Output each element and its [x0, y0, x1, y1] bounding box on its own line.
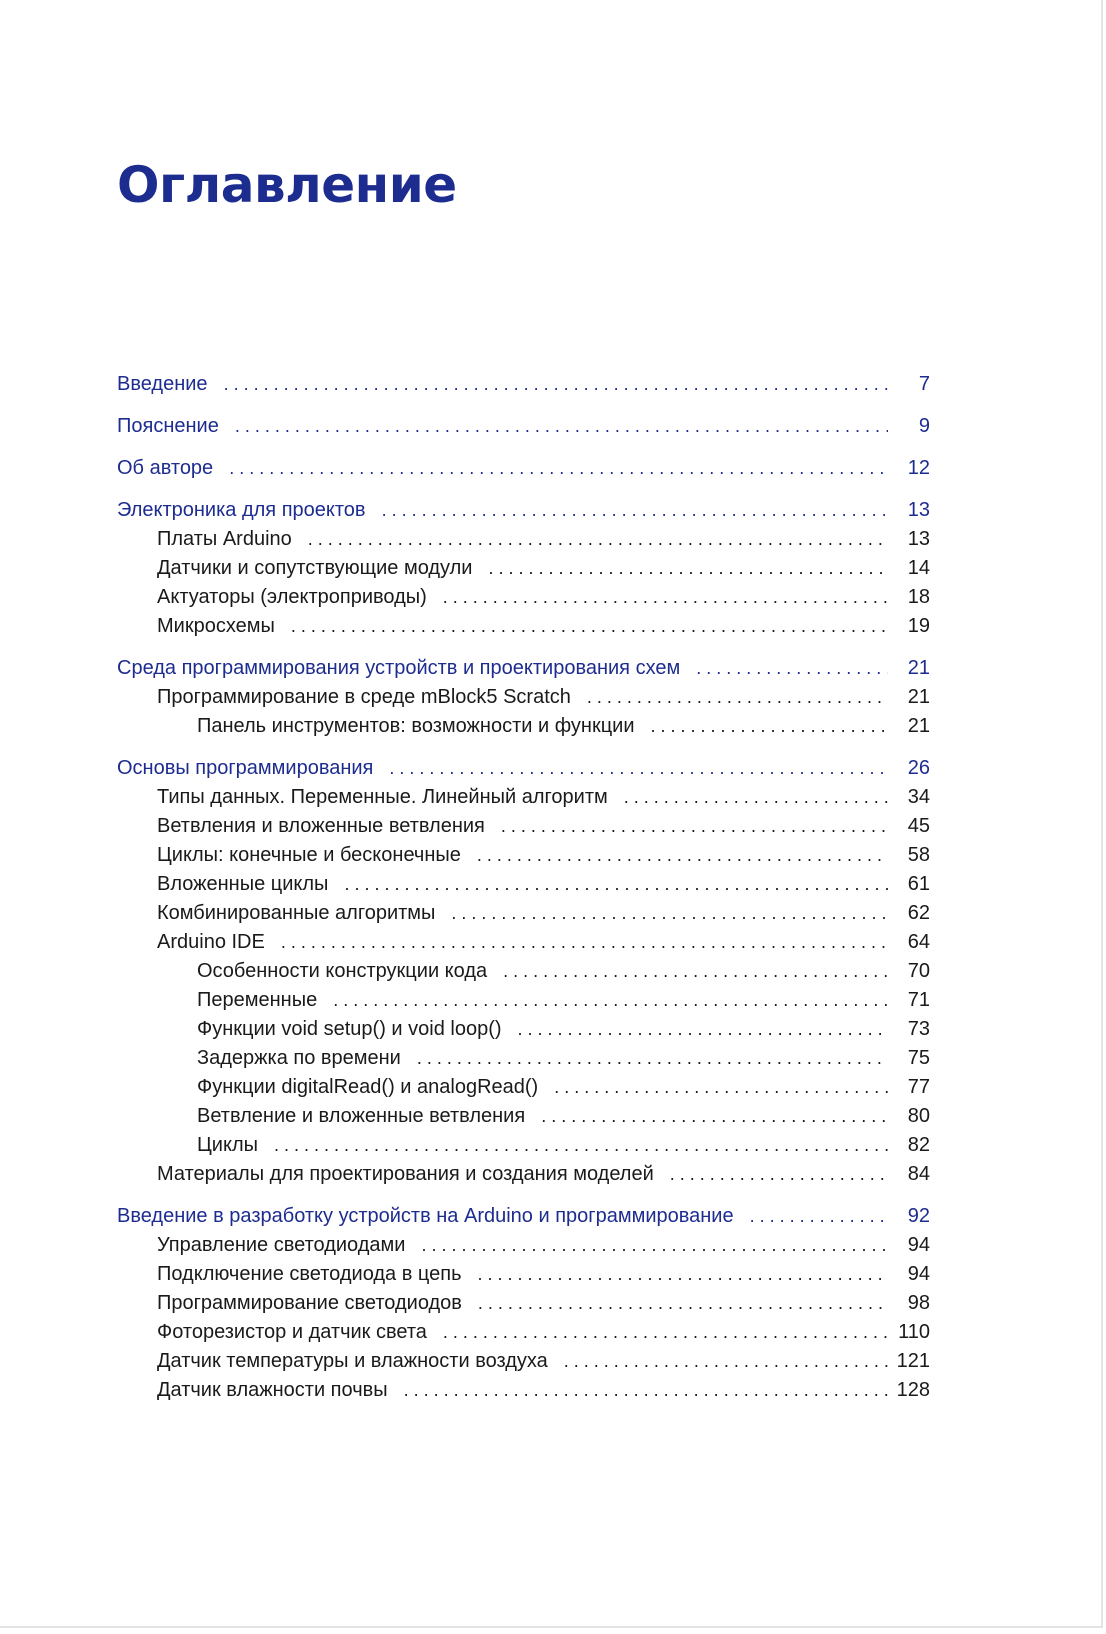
toc-entry[interactable] — [197, 1131, 930, 1159]
toc-entry-page-number: 7 — [918, 373, 930, 395]
toc-entry[interactable] — [197, 1102, 930, 1130]
toc-entry[interactable] — [197, 1073, 930, 1101]
dot-leader — [696, 654, 888, 682]
toc-entry-label: Микросхемы — [157, 615, 275, 637]
toc-entry-page-number: 62 — [907, 902, 930, 924]
dot-leader — [477, 841, 888, 869]
toc-entry[interactable] — [157, 928, 930, 956]
toc-entry-label: Ветвления и вложенные ветвления — [157, 815, 485, 837]
toc-entry[interactable] — [197, 712, 930, 740]
toc-entry-page-number: 94 — [907, 1234, 930, 1256]
dot-leader — [333, 986, 888, 1014]
toc-entry-label: Среда программирования устройств и проектирования схем — [117, 657, 681, 679]
toc-entry-page-number: 26 — [907, 757, 930, 779]
toc-entry[interactable] — [117, 1202, 930, 1230]
dot-leader — [291, 612, 888, 640]
dot-leader — [501, 812, 888, 840]
dot-leader — [389, 754, 888, 782]
toc-entry[interactable] — [157, 554, 930, 582]
toc-entry-page-number: 84 — [907, 1163, 930, 1185]
dot-leader — [229, 454, 888, 482]
toc-entry-page-number: 92 — [907, 1205, 930, 1227]
toc-entry[interactable] — [157, 1160, 930, 1188]
toc-entry-label: Пояснение — [117, 415, 219, 437]
toc-entry-label: Датчик температуры и влажности воздуха — [157, 1350, 548, 1372]
dot-leader — [404, 1376, 888, 1404]
dot-leader — [624, 783, 888, 811]
toc-entry-label: Комбинированные алгоритмы — [157, 902, 436, 924]
dot-leader — [670, 1160, 888, 1188]
toc-entry-label: Управление светодиодами — [157, 1234, 406, 1256]
toc-entry-page-number: 58 — [907, 844, 930, 866]
toc-entry[interactable] — [157, 1376, 930, 1404]
dot-leader — [421, 1231, 888, 1259]
toc-entry[interactable] — [157, 1318, 930, 1346]
toc-entry[interactable] — [157, 841, 930, 869]
dot-leader — [224, 370, 888, 398]
toc-entry-page-number: 80 — [907, 1105, 930, 1127]
toc-entry-label: Датчики и сопутствующие модули — [157, 557, 473, 579]
toc-entry-page-number: 70 — [907, 960, 930, 982]
toc-entry-page-number: 82 — [907, 1134, 930, 1156]
toc-entry-label: Датчик влажности почвы — [157, 1379, 388, 1401]
dot-leader — [503, 957, 888, 985]
toc-entry[interactable] — [197, 1044, 930, 1072]
toc-entry-label: Фоторезистор и датчик света — [157, 1321, 427, 1343]
dot-leader — [235, 412, 888, 440]
toc-entry-page-number: 34 — [907, 786, 930, 808]
toc-entry[interactable] — [117, 454, 930, 482]
dot-leader — [443, 583, 888, 611]
toc-entry-page-number: 9 — [918, 415, 930, 437]
toc-entry[interactable] — [157, 683, 930, 711]
toc-entry-label: Ветвление и вложенные ветвления — [197, 1105, 526, 1127]
dot-leader — [417, 1044, 888, 1072]
toc-entry[interactable] — [157, 812, 930, 840]
toc-entry-page-number: 61 — [907, 873, 930, 895]
toc-entry-label: Панель инструментов: возможности и функции — [197, 715, 635, 737]
toc-entry-label: Функции digitalRead() и analogRead() — [197, 1076, 539, 1098]
dot-leader — [344, 870, 888, 898]
toc-entry-page-number: 128 — [896, 1379, 930, 1401]
toc-entry-page-number: 75 — [907, 1047, 930, 1069]
toc-entry-page-number: 45 — [907, 815, 930, 837]
dot-leader — [750, 1202, 888, 1230]
toc-entry[interactable] — [197, 1015, 930, 1043]
dot-leader — [451, 899, 888, 927]
dot-leader — [478, 1260, 888, 1288]
toc-entry-label: Вложенные циклы — [157, 873, 329, 895]
toc-entry-label: Особенности конструкции кода — [197, 960, 488, 982]
toc-entry-page-number: 13 — [907, 499, 930, 521]
toc-entry-page-number: 21 — [907, 657, 930, 679]
toc-entry-page-number: 21 — [907, 715, 930, 737]
toc-entry-page-number: 18 — [907, 586, 930, 608]
toc-entry[interactable] — [197, 957, 930, 985]
toc-entry-page-number: 19 — [907, 615, 930, 637]
toc-entry-page-number: 110 — [898, 1321, 930, 1343]
toc-entry[interactable] — [117, 496, 930, 524]
dot-leader — [308, 525, 888, 553]
toc-entry[interactable] — [117, 654, 930, 682]
toc-entry[interactable] — [197, 986, 930, 1014]
toc-entry-page-number: 14 — [907, 557, 930, 579]
toc-entry-page-number: 73 — [907, 1018, 930, 1040]
toc-entry[interactable] — [157, 899, 930, 927]
toc-entry-label: Функции void setup() и void loop() — [197, 1018, 502, 1040]
toc-entry-page-number: 21 — [907, 686, 930, 708]
dot-leader — [651, 712, 888, 740]
toc-entry-page-number: 121 — [896, 1350, 930, 1372]
toc-entry-label: Платы Arduino — [157, 528, 292, 550]
toc-entry-label: Материалы для проектирования и создания моделей — [157, 1163, 654, 1185]
toc-entry-label: Переменные — [197, 989, 318, 1011]
toc-entry-page-number: 13 — [907, 528, 930, 550]
dot-leader — [382, 496, 888, 524]
toc-entry[interactable] — [157, 1289, 930, 1317]
toc-entry-page-number: 71 — [907, 989, 930, 1011]
toc-entry-label: Циклы: конечные и бесконечные — [157, 844, 461, 866]
toc-entry-label: Подключение светодиода в цепь — [157, 1263, 462, 1285]
toc-entry[interactable] — [157, 870, 930, 898]
toc-entry[interactable] — [157, 1231, 930, 1259]
toc-entry[interactable] — [117, 754, 930, 782]
dot-leader — [541, 1102, 888, 1130]
toc-entry[interactable] — [157, 1347, 930, 1375]
toc-entry[interactable] — [157, 783, 930, 811]
dot-leader — [443, 1318, 888, 1346]
dot-leader — [281, 928, 888, 956]
toc-entry-page-number: 77 — [907, 1076, 930, 1098]
toc-entry-label: Программирование в среде mBlock5 Scratch — [157, 686, 571, 708]
toc-entry[interactable] — [117, 370, 930, 398]
toc-entry-page-number: 12 — [907, 457, 930, 479]
toc-entry-label: Задержка по времени — [197, 1047, 401, 1069]
dot-leader — [554, 1073, 888, 1101]
toc-entry-label: Основы программирования — [117, 757, 374, 779]
toc-entry-label: Программирование светодиодов — [157, 1292, 462, 1314]
toc-entry-label: Актуаторы (электроприводы) — [157, 586, 427, 608]
toc-entry[interactable] — [117, 412, 930, 440]
dot-leader — [274, 1131, 888, 1159]
toc-entry-label: Об авторе — [117, 457, 214, 479]
toc-entry-label: Arduino IDE — [157, 931, 265, 953]
toc-entry-page-number: 98 — [907, 1292, 930, 1314]
toc-entry-page-number: 94 — [907, 1263, 930, 1285]
toc-entry-label: Циклы — [197, 1134, 258, 1156]
toc-entry-label: Введение в разработку устройств на Arduino и программирование — [117, 1205, 734, 1227]
toc-entry-page-number: 64 — [907, 931, 930, 953]
page-title: Оглавление — [117, 156, 457, 214]
dot-leader — [488, 554, 888, 582]
dot-leader — [518, 1015, 888, 1043]
toc-entry-label: Введение — [117, 373, 208, 395]
toc-entry-label: Типы данных. Переменные. Линейный алгоритм — [157, 786, 608, 808]
toc-entry[interactable] — [157, 583, 930, 611]
toc-entry[interactable] — [157, 1260, 930, 1288]
toc-entry[interactable] — [157, 525, 930, 553]
toc-entry-label: Электроника для проектов — [117, 499, 366, 521]
dot-leader — [587, 683, 888, 711]
toc-entry[interactable] — [157, 612, 930, 640]
dot-leader — [478, 1289, 888, 1317]
dot-leader — [564, 1347, 888, 1375]
